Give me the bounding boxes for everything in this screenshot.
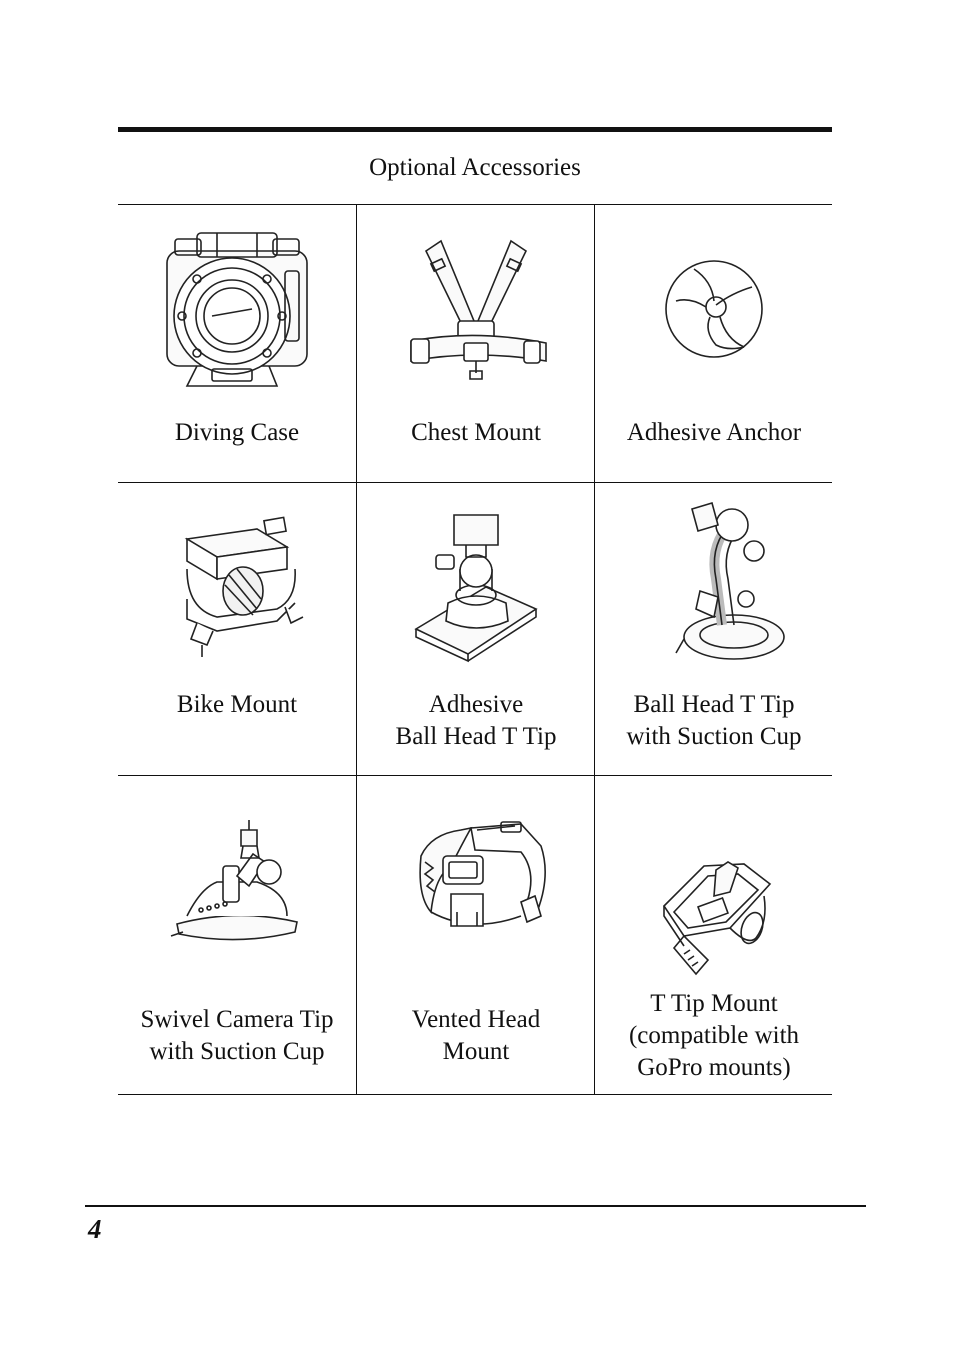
accessory-cell-adhesive-ball-head <box>356 483 594 775</box>
accessories-grid <box>118 204 832 1095</box>
accessory-label: T Tip Mount (compatible with GoPro mounts) <box>628 990 800 1081</box>
accessories-row <box>118 483 832 776</box>
accessory-label: Vented Head Mount <box>411 1006 541 1065</box>
accessories-row <box>118 776 832 1095</box>
accessory-cell-ball-head-suction <box>594 483 832 775</box>
swivel-camera-tip-icon <box>157 816 317 956</box>
accessories-row <box>118 205 832 483</box>
page-number: 4 <box>88 1214 102 1244</box>
chest-mount-icon <box>396 221 556 396</box>
section-title: Optional Accessories <box>369 154 581 181</box>
diving-case-icon <box>157 221 317 396</box>
accessory-cell-diving-case <box>118 205 356 482</box>
accessory-cell-adhesive-anchor <box>594 205 832 482</box>
accessory-label: Swivel Camera Tip with Suction Cup <box>140 1006 334 1065</box>
accessory-cell-chest-mount <box>356 205 594 482</box>
accessory-label: Diving Case <box>174 419 300 446</box>
accessory-cell-swivel-camera-tip <box>118 776 356 1094</box>
accessory-cell-vented-head-mount <box>356 776 594 1094</box>
footer-rule <box>85 1205 866 1207</box>
accessory-cell-bike-mount <box>118 483 356 775</box>
vented-head-mount-icon <box>391 816 561 956</box>
accessory-label: Chest Mount <box>411 419 541 446</box>
accessory-cell-t-tip-mount <box>594 776 832 1094</box>
ball-head-suction-cup-icon <box>634 499 794 669</box>
t-tip-mount-icon <box>634 856 794 986</box>
accessory-label: Ball Head T Tip with Suction Cup <box>626 691 802 750</box>
bike-mount-icon <box>157 499 317 669</box>
adhesive-ball-head-icon <box>396 499 556 669</box>
accessory-label: Bike Mount <box>176 691 298 718</box>
accessory-label: Adhesive Anchor <box>626 419 802 446</box>
adhesive-anchor-icon <box>634 221 794 396</box>
accessory-label: Adhesive Ball Head T Tip <box>395 691 557 750</box>
